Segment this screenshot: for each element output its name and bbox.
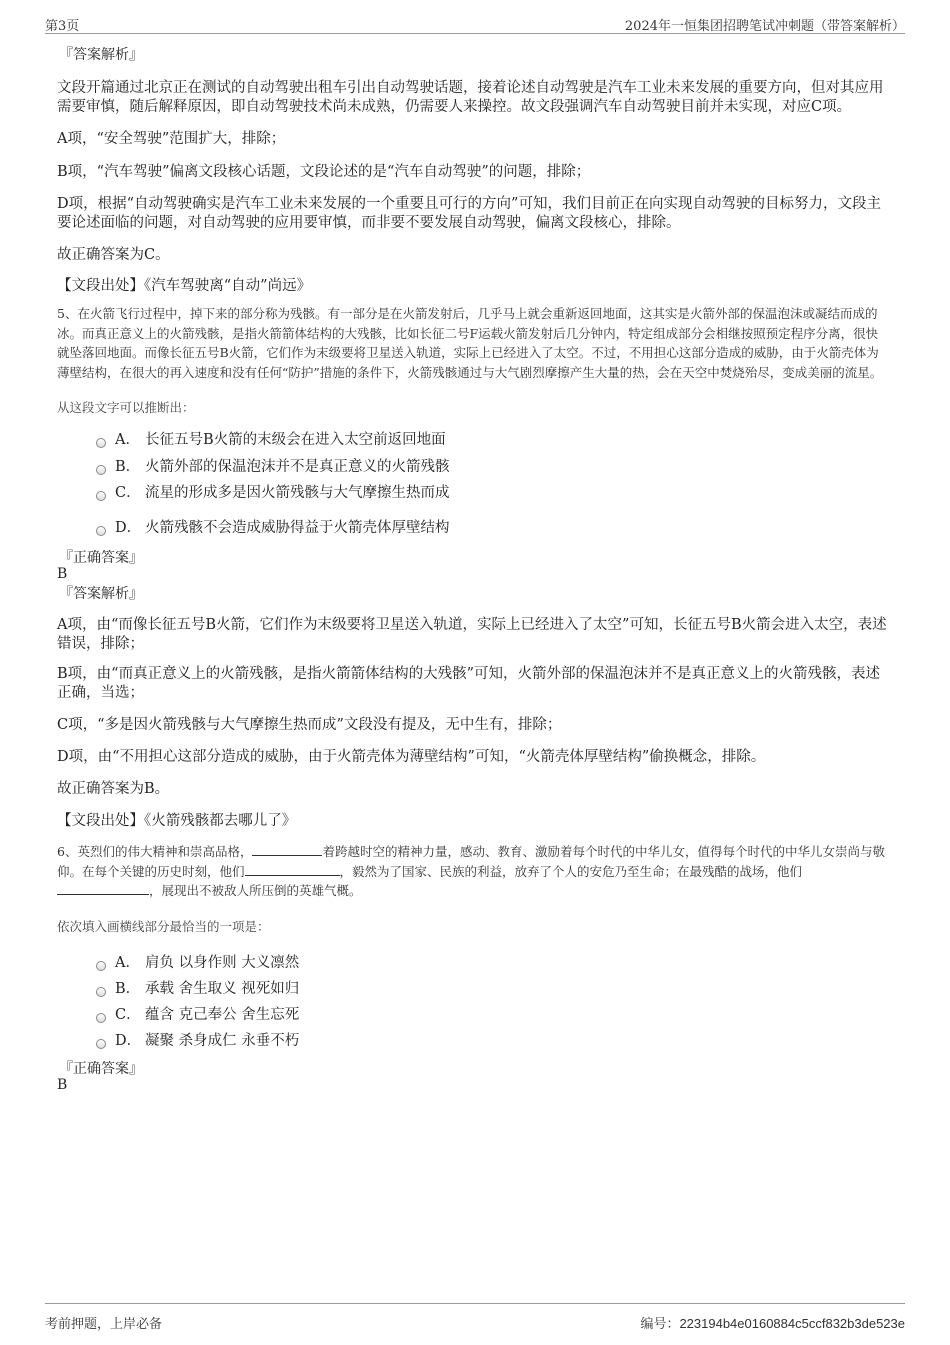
analysis-label: 『答案解析』 — [59, 586, 143, 602]
radio-icon[interactable] — [96, 465, 106, 475]
analysis-item: A项，由“而像长征五号B火箭，它们作为末级要将卫星送入轨道，实际上已经进入了太空”可知，长征五号B火箭会进入太空，表述错误，排除； — [57, 617, 887, 652]
footer-slogan: 考前押题，上岸必备 — [45, 1317, 163, 1332]
option-text: 承载 舍生取义 视死如归 — [145, 980, 300, 997]
option-letter: B． — [115, 980, 141, 997]
question-6-text — [57, 842, 887, 901]
conclusion: 故正确答案为C。 — [57, 247, 170, 263]
option-b[interactable] — [57, 457, 697, 477]
question-6-text-part: ，展现出不被敌人所压倒的英雄气概。 — [149, 883, 362, 898]
conclusion: 故正确答案为B。 — [57, 781, 170, 797]
question-5-text: 5、在火箭飞行过程中，掉下来的部分称为残骸。有一部分是在火箭发射后，几乎马上就会重新返回地面，这其实是火箭外部的保温泡沫或凝结而成的冰。而真正意义上的火箭残骸，是指火箭箭体结构的大残骸，比如长征二号F运载火箭发射后几分钟内，特定组成部分会相继按照预定程序分离，很快就坠落回地面。而像长征五号B火箭，它们作为末级要将卫星送入轨道，实际上已经进入了太空。不过，不用担心这部分造成的威胁，由于火箭壳体为薄壁结构，在很大的再入速度和没有任何“防护”措施的条件下，火箭残骸通过与大气剧烈摩擦产生大量的热，会在天空中焚烧殆尽，变成美丽的流星。 — [57, 306, 883, 380]
option-letter: D． — [115, 1032, 142, 1049]
radio-icon[interactable] — [96, 1013, 106, 1023]
radio-icon[interactable] — [96, 1039, 106, 1049]
correct-answer: B — [57, 566, 68, 582]
option-text: 凝聚 杀身成仁 永垂不朽 — [145, 1032, 300, 1049]
option-text: 流星的形成多是因火箭残骸与大气摩擦生热而成 — [145, 485, 450, 501]
analysis-item: B项，由“而真正意义上的火箭残骸，是指火箭箭体结构的大残骸”可知，火箭外部的保温泡沫并不是真正意义上的火箭残骸，表述正确，当选； — [57, 666, 880, 701]
option-letter: D． — [115, 520, 142, 536]
analysis-item: C项，“多是因火箭残骸与大气摩擦生热而成”文段没有提及，无中生有，排除； — [57, 717, 562, 733]
question-6-options — [57, 953, 887, 1057]
question-5-prompt: 从这段文字可以推断出： — [57, 400, 195, 415]
question-6-text-part: 6、英烈们的伟大精神和崇高品格， — [57, 844, 253, 859]
correct-answer-label: 『正确答案』 — [59, 1060, 143, 1077]
radio-icon[interactable] — [96, 438, 106, 448]
option-text: 火箭残骸不会造成威胁得益于火箭壳体厚壁结构 — [145, 520, 450, 536]
page-footer — [45, 1303, 905, 1334]
question-6-text-part: 着跨越时空的精神力量，感动、教育、激励着每个时代的中华儿女，值得每个时代的中华儿女崇尚与敬仰。在每个关键的历史时刻，他们 — [57, 844, 885, 879]
option-letter: B． — [115, 459, 141, 475]
option-text: 肩负 以身作则 大义凛然 — [145, 954, 300, 971]
option-letter: C． — [115, 1006, 141, 1023]
option-a[interactable] — [57, 430, 697, 450]
analysis-paragraph: 文段开篇通过北京正在测试的自动驾驶出租车引出自动驾驶话题，接着论述自动驾驶是汽车工业未来发展的重要方向，但对其应用需要审慎，随后解释原因，即自动驾驶技术尚未成熟，仍需要人来操控。故文段强调汽车自动驾驶目前并未实现，对应C项。 — [57, 80, 884, 115]
option-text: 蕴含 克己奉公 舍生忘死 — [145, 1006, 300, 1023]
correct-answer: B — [57, 1076, 68, 1093]
radio-icon[interactable] — [96, 491, 106, 501]
analysis-item: A项，“安全驾驶”范围扩大，排除； — [57, 131, 286, 147]
question-6-text-part: ，毅然为了国家、民族的利益，放弃了个人的安危乃至生命；在最残酷的战场，他们 — [339, 863, 803, 879]
document-title: 2024年一恒集团招聘笔试冲刺题（带答案解析） — [624, 19, 905, 34]
fill-blank-3 — [57, 882, 149, 895]
option-letter: A． — [115, 954, 140, 971]
page-number: 第3页 — [45, 19, 80, 34]
radio-icon[interactable] — [96, 961, 106, 971]
fill-blank-2 — [245, 863, 340, 876]
analysis-item: B项，“汽车驾驶”偏离文段核心话题，文段论述的是“汽车自动驾驶”的问题，排除； — [57, 164, 591, 180]
option-text: 火箭外部的保温泡沫并不是真正意义的火箭残骸 — [145, 459, 450, 475]
option-a[interactable] — [57, 953, 697, 973]
fill-blank-1 — [252, 843, 322, 856]
correct-answer-label: 『正确答案』 — [59, 550, 143, 566]
document-code: 编号：223194b4e0160884c5ccf832b3de523e — [640, 1316, 905, 1331]
question-6-prompt: 依次填入画横线部分最恰当的一项是： — [57, 918, 270, 934]
analysis-item: D项，由“不用担心这部分造成的威胁，由于火箭壳体为薄壁结构”可知，“火箭壳体厚壁结构”偷换概念，排除。 — [57, 749, 766, 765]
option-d[interactable] — [57, 1031, 697, 1051]
source-citation: 【文段出处】《汽车驾驶离“自动”尚远》 — [57, 278, 312, 294]
main-content — [57, 46, 887, 1093]
page-header — [45, 13, 905, 34]
option-text: 长征五号B火箭的末级会在进入太空前返回地面 — [145, 432, 446, 448]
option-letter: A． — [115, 432, 140, 448]
radio-icon[interactable] — [96, 526, 106, 536]
analysis-label: 『答案解析』 — [59, 47, 143, 63]
option-b[interactable] — [57, 979, 697, 999]
question-5-options — [57, 430, 887, 550]
analysis-item: D项，根据“自动驾驶确实是汽车工业未来发展的一个重要且可行的方向”可知，我们目前正在向实现自动驾驶的目标努力，文段主要论述面临的问题，对自动驾驶的应用要审慎，而非要不要发展自动驾驶，偏离文段核心，排除。 — [57, 196, 881, 231]
option-d[interactable] — [57, 518, 697, 538]
option-c[interactable] — [57, 483, 697, 503]
option-c[interactable] — [57, 1005, 697, 1025]
radio-icon[interactable] — [96, 987, 106, 997]
source-citation: 【文段出处】《火箭残骸都去哪儿了》 — [57, 813, 297, 829]
option-letter: C． — [115, 485, 141, 501]
